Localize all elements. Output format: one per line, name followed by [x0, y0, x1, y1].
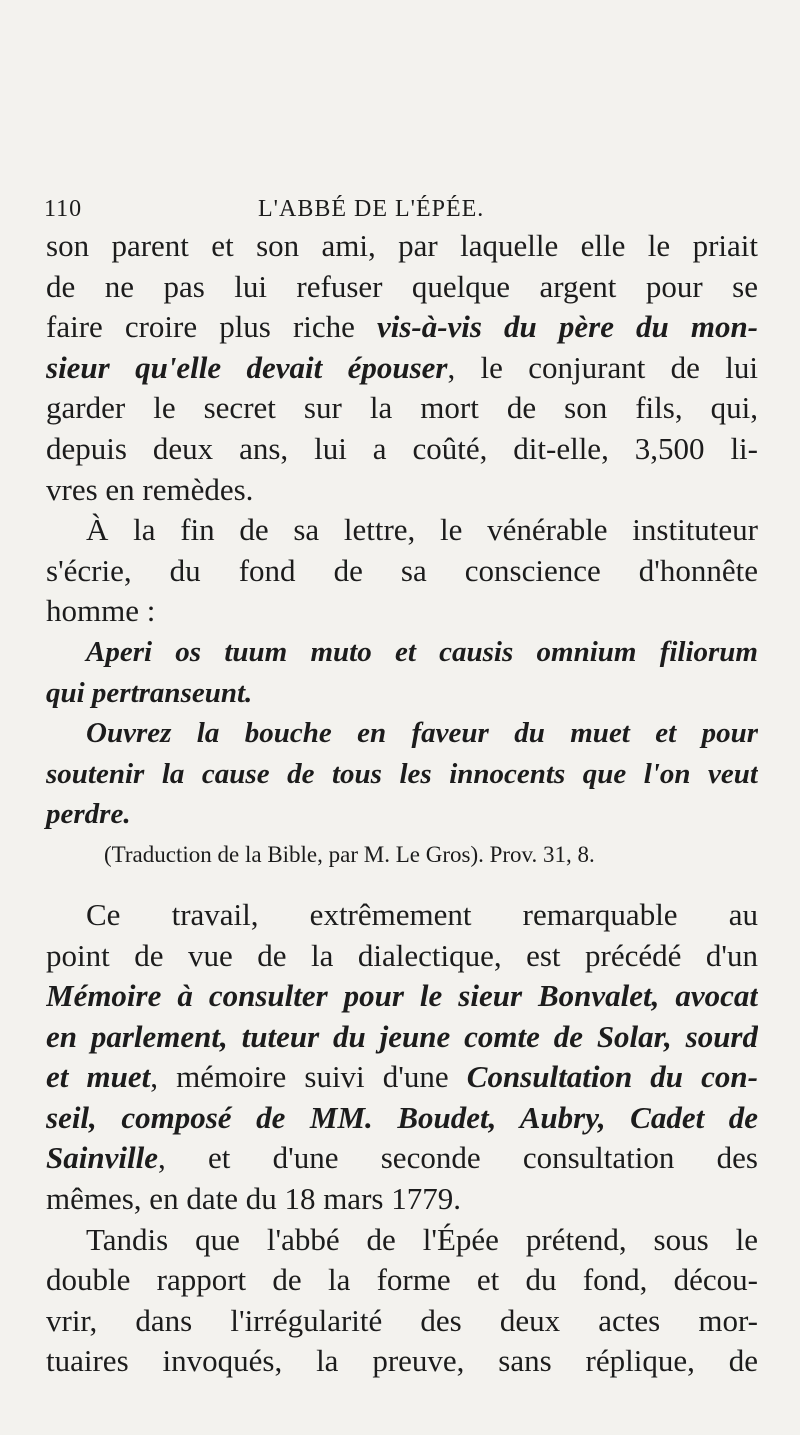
latin-quote-line: Aperi os tuum muto et causis omnium filiorum [86, 635, 758, 668]
text-run: , et d'une seconde consultation des [157, 1140, 758, 1176]
text-line [46, 1057, 758, 1098]
text-line: depuis deux ans, lui a coûté, dit-elle, 3,500 li- [46, 430, 758, 466]
running-title: L'ABBÉ DE L'ÉPÉE. [258, 196, 485, 222]
text-line: s'écrie, du fond de sa conscience d'honnête [46, 552, 758, 588]
text-line: tuaires invoqués, la preuve, sans réplique, de [46, 1343, 758, 1379]
running-header [44, 196, 756, 226]
text-line: homme : [46, 593, 156, 629]
text-line: Tandis que l'abbé de l'Épée prétend, sous le [86, 1221, 758, 1257]
text-line: mêmes, en date du 18 mars 1779. [46, 1181, 461, 1217]
page-number: 110 [44, 196, 83, 222]
italic-run: Sainville [46, 1140, 158, 1176]
italic-run: et muet [46, 1059, 151, 1095]
text-line: point de vue de la dialectique, est précédé d'un [46, 937, 758, 973]
text-line: garder le secret sur la mort de son fils, qui, [46, 390, 758, 426]
text-line: Ce travail, extrêmement remarquable au [86, 896, 758, 932]
text-run: , mémoire suivi d'une [150, 1059, 467, 1095]
text-run: , le conjurant de lui [447, 349, 758, 385]
text-line [46, 307, 758, 348]
text-line [46, 348, 758, 389]
text-line: vrir, dans l'irrégularité des deux actes mor- [46, 1302, 758, 1338]
text-line: double rapport de la forme et du fond, décou- [46, 1262, 758, 1298]
text-line: À la fin de sa lettre, le vénérable instituteur [86, 512, 758, 548]
italic-run: Consultation du con- [466, 1059, 758, 1095]
text-line: en parlement, tuteur du jeune comte de Solar, sourd [46, 1018, 758, 1054]
french-quote-line: Ouvrez la bouche en faveur du muet et pour [86, 717, 758, 750]
text-line: seil, composé de MM. Boudet, Aubry, Cadet de [46, 1099, 758, 1135]
bible-citation: (Traduction de la Bible, par M. Le Gros). Prov. 31, 8. [104, 841, 595, 867]
text-run: faire croire plus riche [46, 309, 377, 345]
text-line [46, 1138, 758, 1179]
italic-run: vis-à-vis du père du mon- [376, 309, 758, 345]
french-quote-line: soutenir la cause de tous les innocents que l'on veut [46, 757, 758, 790]
italic-run: sieur qu'elle devait épouser [46, 349, 448, 385]
text-line: de ne pas lui refuser quelque argent pour se [46, 268, 758, 304]
french-quote-line: perdre. [46, 798, 131, 831]
text-line: Mémoire à consulter pour le sieur Bonvalet, avocat [46, 978, 758, 1014]
latin-quote-line: qui pertranseunt. [46, 676, 253, 709]
text-line: vres en remèdes. [46, 471, 254, 507]
body-text [46, 226, 758, 1382]
text-line: son parent et son ami, par laquelle elle le priait [46, 228, 758, 263]
